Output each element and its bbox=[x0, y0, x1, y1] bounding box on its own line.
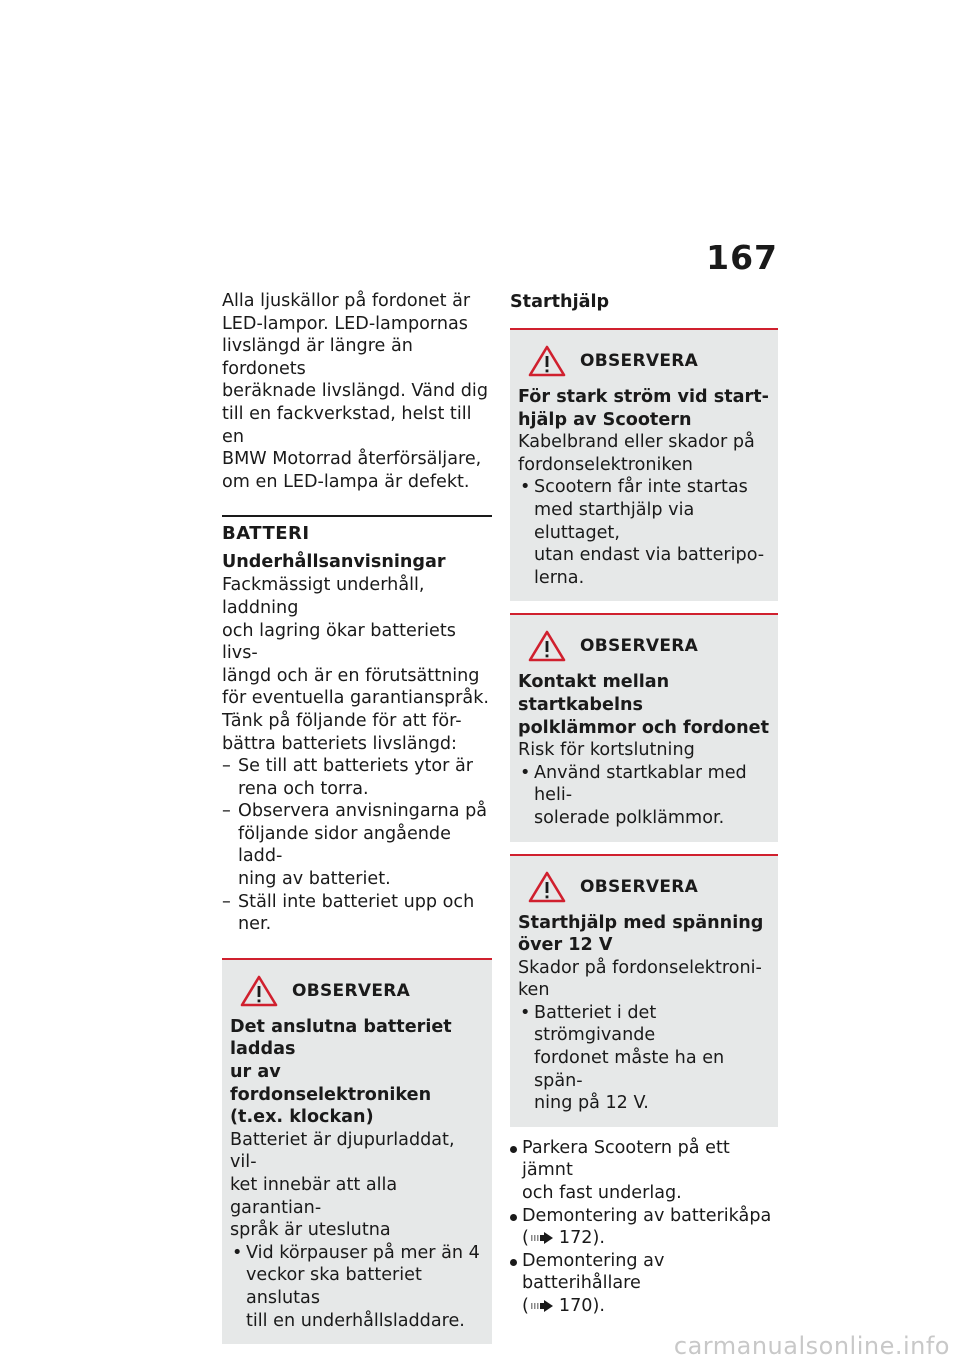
page-number: 167 bbox=[706, 238, 778, 277]
step-item: Demontering av batterihållare ( 170). bbox=[510, 1250, 778, 1318]
page-reference-arrow-icon bbox=[531, 1232, 555, 1244]
warning-note bbox=[510, 328, 778, 601]
warning-note bbox=[222, 958, 492, 1344]
text-line: till en fackverkstad, helst till en bbox=[222, 403, 472, 447]
note-title: OBSERVERA bbox=[292, 980, 411, 1001]
left-column bbox=[222, 290, 492, 1344]
note-header bbox=[518, 629, 770, 663]
note-bullet-list bbox=[518, 1002, 770, 1115]
subheading: Underhållsanvisningar bbox=[222, 552, 446, 573]
page-reference-number: 170). bbox=[558, 1296, 605, 1316]
note-text: Batteriet är djupurladdat, vil- ket innebär att alla garantian- språk är uteslutna bbox=[230, 1129, 455, 1241]
body-paragraph bbox=[222, 574, 492, 755]
list-item: – Ställ inte batteriet upp och ner. bbox=[222, 891, 492, 936]
note-header bbox=[518, 344, 770, 378]
text-line: Alla ljuskällor på fordonet är bbox=[222, 291, 471, 311]
text-line: BMW Motorrad återförsäljare, bbox=[222, 449, 482, 470]
note-text: Kabelbrand eller skador på fordonselektroniken bbox=[518, 432, 755, 475]
page-reference-number: 172). bbox=[558, 1228, 605, 1249]
note-title: OBSERVERA bbox=[580, 351, 699, 371]
list-item: • Scootern får inte startas med starthjälp via eluttaget, utan endast via batteripo- lerna. bbox=[518, 476, 770, 589]
warning-triangle-icon bbox=[528, 345, 566, 377]
text-line: om en LED-lampa är defekt. bbox=[222, 471, 470, 492]
page-reference[interactable]: ( 172). bbox=[522, 1228, 605, 1249]
warning-triangle-icon bbox=[528, 630, 566, 662]
dash-list bbox=[222, 755, 492, 936]
text-line: längd och är en förutsättning bbox=[222, 665, 480, 686]
list-item: • Batteriet i det strömgivande fordonet måste ha en spän- ning på 12 V. bbox=[518, 1002, 770, 1115]
note-subtitle: För stark ström vid start- hjälp av Scootern bbox=[518, 387, 769, 430]
warning-triangle-icon bbox=[240, 975, 278, 1007]
note-header bbox=[518, 870, 770, 904]
list-item: – Observera anvisningarna på följande sidor angående ladd- ning av batteriet. bbox=[222, 800, 492, 890]
step-item: Parkera Scootern på ett jämnt och fast underlag. bbox=[510, 1137, 778, 1205]
warning-triangle-icon bbox=[528, 871, 566, 903]
note-subtitle: Kontakt mellan startkabelns polklämmor och fordonet bbox=[518, 672, 770, 738]
note-text: Risk för kortslutning bbox=[518, 740, 695, 761]
text-line: Fackmässigt underhåll, laddning bbox=[222, 575, 425, 618]
step-item: Demontering av batterikåpa ( 172). bbox=[510, 1205, 778, 1250]
page-reference[interactable]: ( 170). bbox=[522, 1296, 605, 1316]
text-line: för eventuella garantianspråk. bbox=[222, 688, 489, 709]
watermark: carmanualsonline.info bbox=[673, 1332, 950, 1360]
note-bullet-list bbox=[230, 1242, 484, 1332]
note-bullet-list bbox=[518, 476, 770, 589]
note-bullet-list bbox=[518, 762, 770, 830]
procedure-steps bbox=[510, 1137, 778, 1318]
warning-note bbox=[510, 854, 778, 1127]
note-subtitle: Det anslutna batteriet laddas ur av fordonselektroniken (t.ex. klockan) bbox=[230, 1016, 452, 1128]
note-title: OBSERVERA bbox=[580, 636, 699, 657]
text-line: LED-lampor. LED-lampornas bbox=[222, 313, 468, 334]
list-item: • Vid körpauser på mer än 4 veckor ska batteriet anslutas till en underhållsladdare. bbox=[230, 1242, 484, 1332]
note-title: OBSERVERA bbox=[580, 876, 699, 897]
text-line: Tänk på följande för att för- bbox=[222, 710, 462, 731]
text-line: och lagring ökar batteriets livs- bbox=[222, 620, 456, 664]
intro-paragraph bbox=[222, 290, 492, 493]
list-item: – Se till att batteriets ytor är rena och torra. bbox=[222, 755, 492, 800]
list-item: • Använd startkablar med heli- solerade polklämmor. bbox=[518, 762, 770, 830]
note-text: Skador på fordonselektroni- ken bbox=[518, 957, 762, 1001]
note-header bbox=[230, 974, 484, 1008]
section-heading: BATTERI bbox=[222, 515, 492, 546]
note-subtitle: Starthjälp med spänning över 12 V bbox=[518, 912, 764, 956]
text-line: bättra batteriets livslängd: bbox=[222, 733, 457, 754]
page-reference-arrow-icon bbox=[531, 1300, 555, 1312]
text-line: livslängd är längre än fordonets bbox=[222, 336, 413, 379]
text-line: beräknade livslängd. Vänd dig bbox=[222, 381, 488, 402]
warning-note bbox=[510, 613, 778, 841]
right-column bbox=[510, 290, 778, 1318]
section-heading: Starthjälp bbox=[510, 292, 610, 312]
